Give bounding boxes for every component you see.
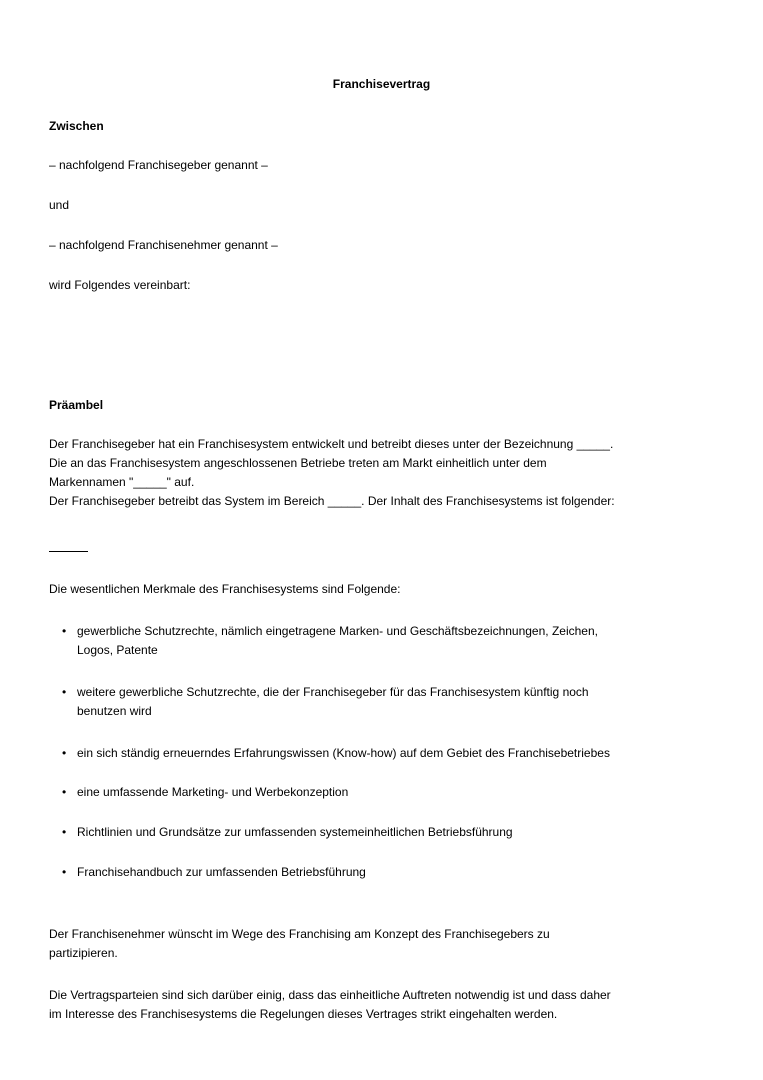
preamble-paragraph-1 xyxy=(49,435,729,511)
paragraph-line: Die an das Franchisesystem angeschlossenen Betriebe treten am Markt einheitlich unter dem xyxy=(49,456,547,470)
list-item-line: eine umfassende Marketing- und Werbekonzeption xyxy=(77,785,349,799)
paragraph-line: Der Franchisegeber hat ein Franchisesystem entwickelt und betreibt dieses unter der Bezeichnung _____. xyxy=(49,437,614,451)
bullet-icon: • xyxy=(62,865,67,879)
document-title: Franchisevertrag xyxy=(332,77,431,91)
franchisee-line: – nachfolgend Franchisenehmer genannt – xyxy=(49,238,278,252)
features-intro: Die wesentlichen Merkmale des Franchisesystems sind Folgende: xyxy=(49,582,401,596)
franchisor-line: – nachfolgend Franchisegeber genannt – xyxy=(49,158,268,172)
paragraph-line: Markennamen "_____" auf. xyxy=(49,475,195,489)
list-item-line: Richtlinien und Grundsätze zur umfassenden systemeinheitlichen Betriebsführung xyxy=(77,825,513,839)
bullet-icon: • xyxy=(62,785,67,799)
list-item-line: weitere gewerbliche Schutzrechte, die der Franchisegeber für das Franchisesystem künftig noch xyxy=(77,685,589,699)
bullet-icon: • xyxy=(62,685,67,699)
paragraph-line: partizipieren. xyxy=(49,946,118,960)
bullet-icon: • xyxy=(62,825,67,839)
preamble-heading: Präambel xyxy=(49,398,104,412)
list-item-line: gewerbliche Schutzrechte, nämlich eingetragene Marken- und Geschäftsbezeichnungen, Zeichen, xyxy=(77,624,598,638)
list-item-line: Logos, Patente xyxy=(77,643,158,657)
paragraph-line: Der Franchisegeber betreibt das System im Bereich _____. Der Inhalt des Franchisesystems ist folgender: xyxy=(49,494,615,508)
preamble-paragraph-2 xyxy=(49,925,729,963)
list-item-line: benutzen wird xyxy=(77,704,152,718)
parties-heading: Zwischen xyxy=(49,119,104,133)
paragraph-line: Die Vertragsparteien sind sich darüber einig, dass das einheitliche Auftreten notwendig ist und dass daher xyxy=(49,988,611,1002)
list-item-line: Franchisehandbuch zur umfassenden Betriebsführung xyxy=(77,865,366,879)
and-line: und xyxy=(49,198,70,212)
list-item-line: ein sich ständig erneuerndes Erfahrungswissen (Know-how) auf dem Gebiet des Franchisebetriebes xyxy=(77,746,610,760)
agreement-line: wird Folgendes vereinbart: xyxy=(49,278,191,292)
bullet-icon: • xyxy=(62,746,67,760)
bullet-icon: • xyxy=(62,624,67,638)
preamble-paragraph-3 xyxy=(49,986,729,1024)
blank-fill-line xyxy=(49,551,88,552)
paragraph-line: Der Franchisenehmer wünscht im Wege des Franchising am Konzept des Franchisegebers zu xyxy=(49,927,550,941)
paragraph-line: im Interesse des Franchisesystems die Regelungen dieses Vertrages strikt eingehalten werden. xyxy=(49,1007,558,1021)
